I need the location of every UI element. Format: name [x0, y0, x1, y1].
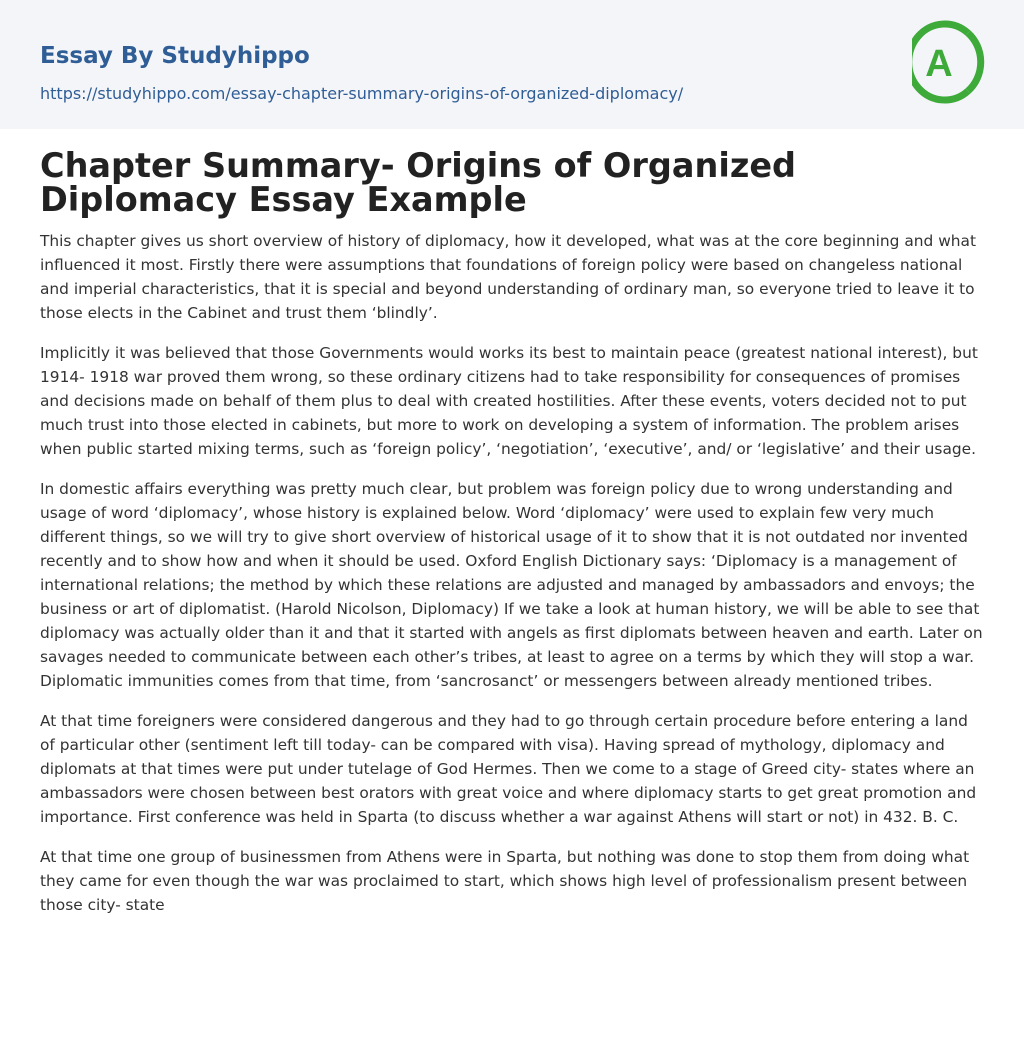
- paragraph-1: This chapter gives us short overview of history of diplomacy, how it developed, what was at the core beginning and what influenced it most. Firstly there were assumptions that foundations of foreign policy were based on changeless national and imperial characteristics, that it is special and beyond understanding of ordinary man, so everyone tried to leave it to those elects in the Cabinet and trust them ‘blindly’.: [40, 232, 977, 322]
- paragraph-3: In domestic affairs everything was pretty much clear, but problem was foreign policy due to wrong understanding and usage of word ‘diplomacy’, whose history is explained below. Word ‘diplomacy’ were used to explain few very much different things, so we will try to give short overview of historical usage of it to show that it is not outdated nor invented recently and to show how and when it should be used. Oxford English Dictionary says: ‘Diplomacy is a management of international relations; the method by which these relations are adjusted and managed by ambassadors and envoys; the business or art of diplomatist. (Harold Nicolson, Diplomacy) If we take a look at human history, we will be able to see that diplomacy was actually older than it and that it started with angels as first diplomats between heaven and earth. Later on savages needed to communicate between each other’s tribes, at least to agree on a terms by which they will stop a war. Diplomatic immunities comes from that time, from ‘sancrosanct’ or messengers between already mentioned tribes.: [40, 480, 983, 690]
- article-body: [40, 229, 984, 917]
- studyhippo-logo-icon[interactable]: [912, 20, 988, 104]
- page-url-link[interactable]: https://studyhippo.com/essay-chapter-summary-origins-of-organized-diplomacy/: [40, 84, 684, 103]
- paragraph-4: At that time foreigners were considered dangerous and they had to go through certain procedure before entering a land of particular other (sentiment left till today- can be compared with visa). Having spread of mythology, diplomacy and diplomats at that times were put under tutelage of God Hermes. Then we come to a stage of Greed city- states where an ambassadors were chosen between best orators with great voice and where diplomacy starts to get great promotion and importance. First conference was held in Sparta (to discuss whether a war against Athens will start or not) in 432. B. C.: [40, 712, 977, 826]
- article-title: Chapter Summary- Origins of Organized Diplomacy Essay Example: [40, 146, 797, 219]
- paragraph-2: Implicitly it was believed that those Governments would works its best to maintain peace (greatest national interest), but 1914- 1918 war proved them wrong, so these ordinary citizens had to take responsibility for consequences of promises and decisions made on behalf of them plus to deal with created hostilities. After these events, voters decided not to put much trust into those elected in cabinets, but more to work on developing a system of information. The problem arises when public started mixing terms, such as ‘foreign policy’, ‘negotiation’, ‘executive’, and/ or ‘legislative’ and their usage.: [40, 344, 978, 458]
- site-title[interactable]: Essay By Studyhippo: [40, 43, 310, 69]
- logo-letter: A: [925, 43, 953, 85]
- article: [0, 129, 1024, 917]
- site-header: [0, 0, 1024, 129]
- paragraph-5: At that time one group of businessmen from Athens were in Sparta, but nothing was done to stop them from doing what they came for even though the war was proclaimed to start, which shows high level of professionalism present between those city- state: [40, 848, 970, 914]
